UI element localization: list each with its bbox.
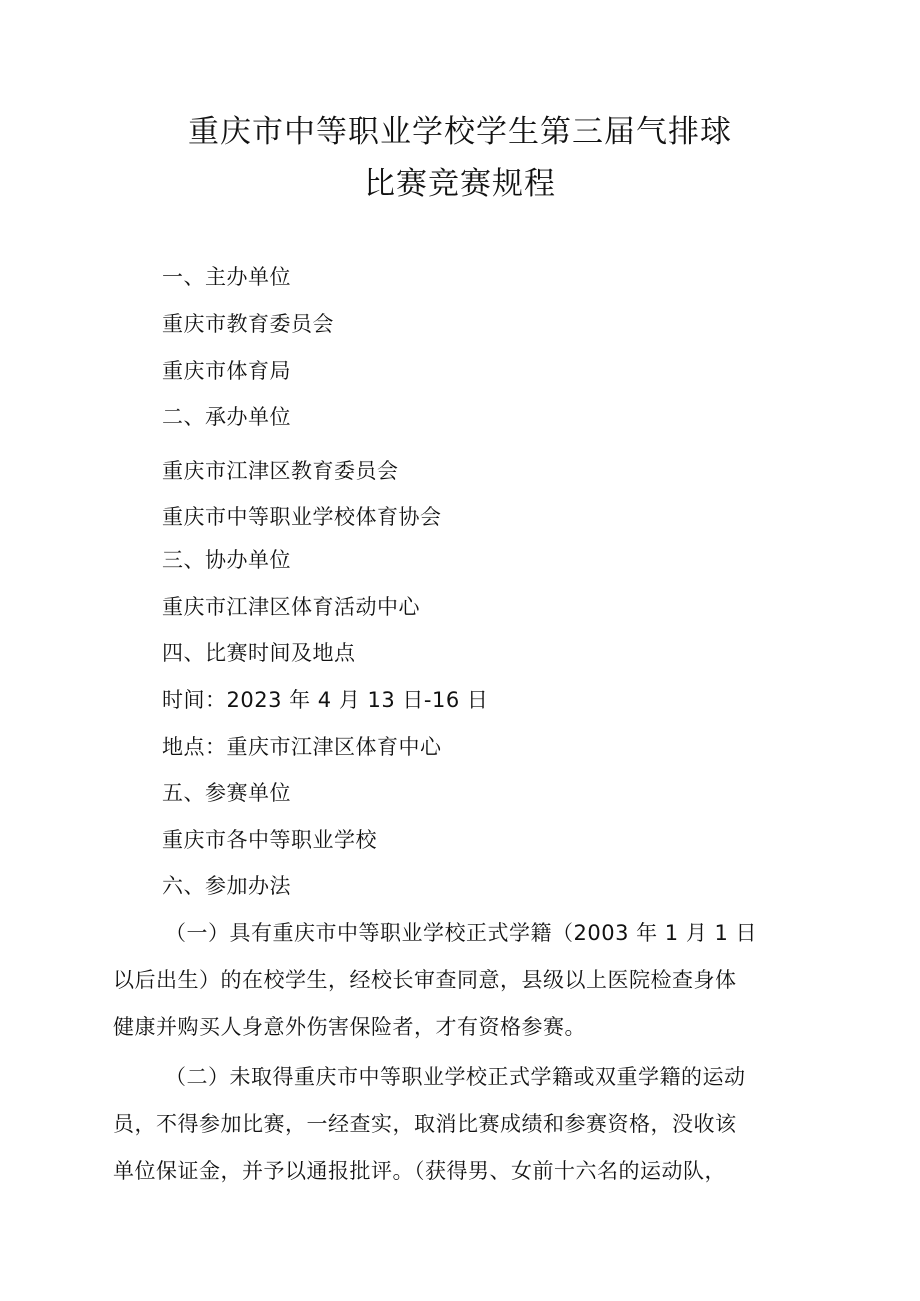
section-heading-organizer: 一、主办单位 [162, 265, 291, 289]
paragraph-line: 以后出生）的在校学生，经校长审查同意，县级以上医院检查身体 [113, 968, 737, 992]
section-heading-time-place: 四、比赛时间及地点 [162, 641, 356, 665]
event-place: 地点：重庆市江津区体育中心 [162, 735, 442, 759]
paragraph-line: 单位保证金，并予以通报批评。（获得男、女前十六名的运动队， [113, 1159, 726, 1183]
paragraph-eligibility [113, 910, 803, 1051]
paragraph-line: 员，不得参加比赛，一经查实，取消比赛成绩和参赛资格，没收该 [113, 1112, 737, 1136]
paragraph-line: （一）具有重庆市中等职业学校正式学籍（2003 年 1 月 1 日 [165, 921, 758, 945]
organizer-item: 重庆市教育委员会 [162, 312, 334, 336]
section-heading-method: 六、参加办法 [162, 874, 291, 898]
section-heading-co-organizer: 三、协办单位 [162, 548, 291, 572]
host-item: 重庆市中等职业学校体育协会 [162, 505, 442, 529]
document-title-line-1: 重庆市中等职业学校学生第三届气排球 [188, 114, 732, 150]
section-heading-host: 二、承办单位 [162, 405, 291, 429]
co-organizer-item: 重庆市江津区体育活动中心 [162, 595, 420, 619]
paragraph-line: 健康并购买人身意外伤害保险者，才有资格参赛。 [113, 1015, 586, 1039]
host-item: 重庆市江津区教育委员会 [162, 459, 399, 483]
document-title-line-2: 比赛竞赛规程 [364, 166, 556, 202]
paragraph-line: （二）未取得重庆市中等职业学校正式学籍或双重学籍的运动 [165, 1065, 746, 1089]
section-heading-participants: 五、参赛单位 [162, 781, 291, 805]
organizer-item: 重庆市体育局 [162, 359, 291, 383]
paragraph-disqualification [113, 1054, 803, 1195]
event-time: 时间：2023 年 4 月 13 日-16 日 [162, 688, 489, 712]
participants-item: 重庆市各中等职业学校 [162, 828, 377, 852]
